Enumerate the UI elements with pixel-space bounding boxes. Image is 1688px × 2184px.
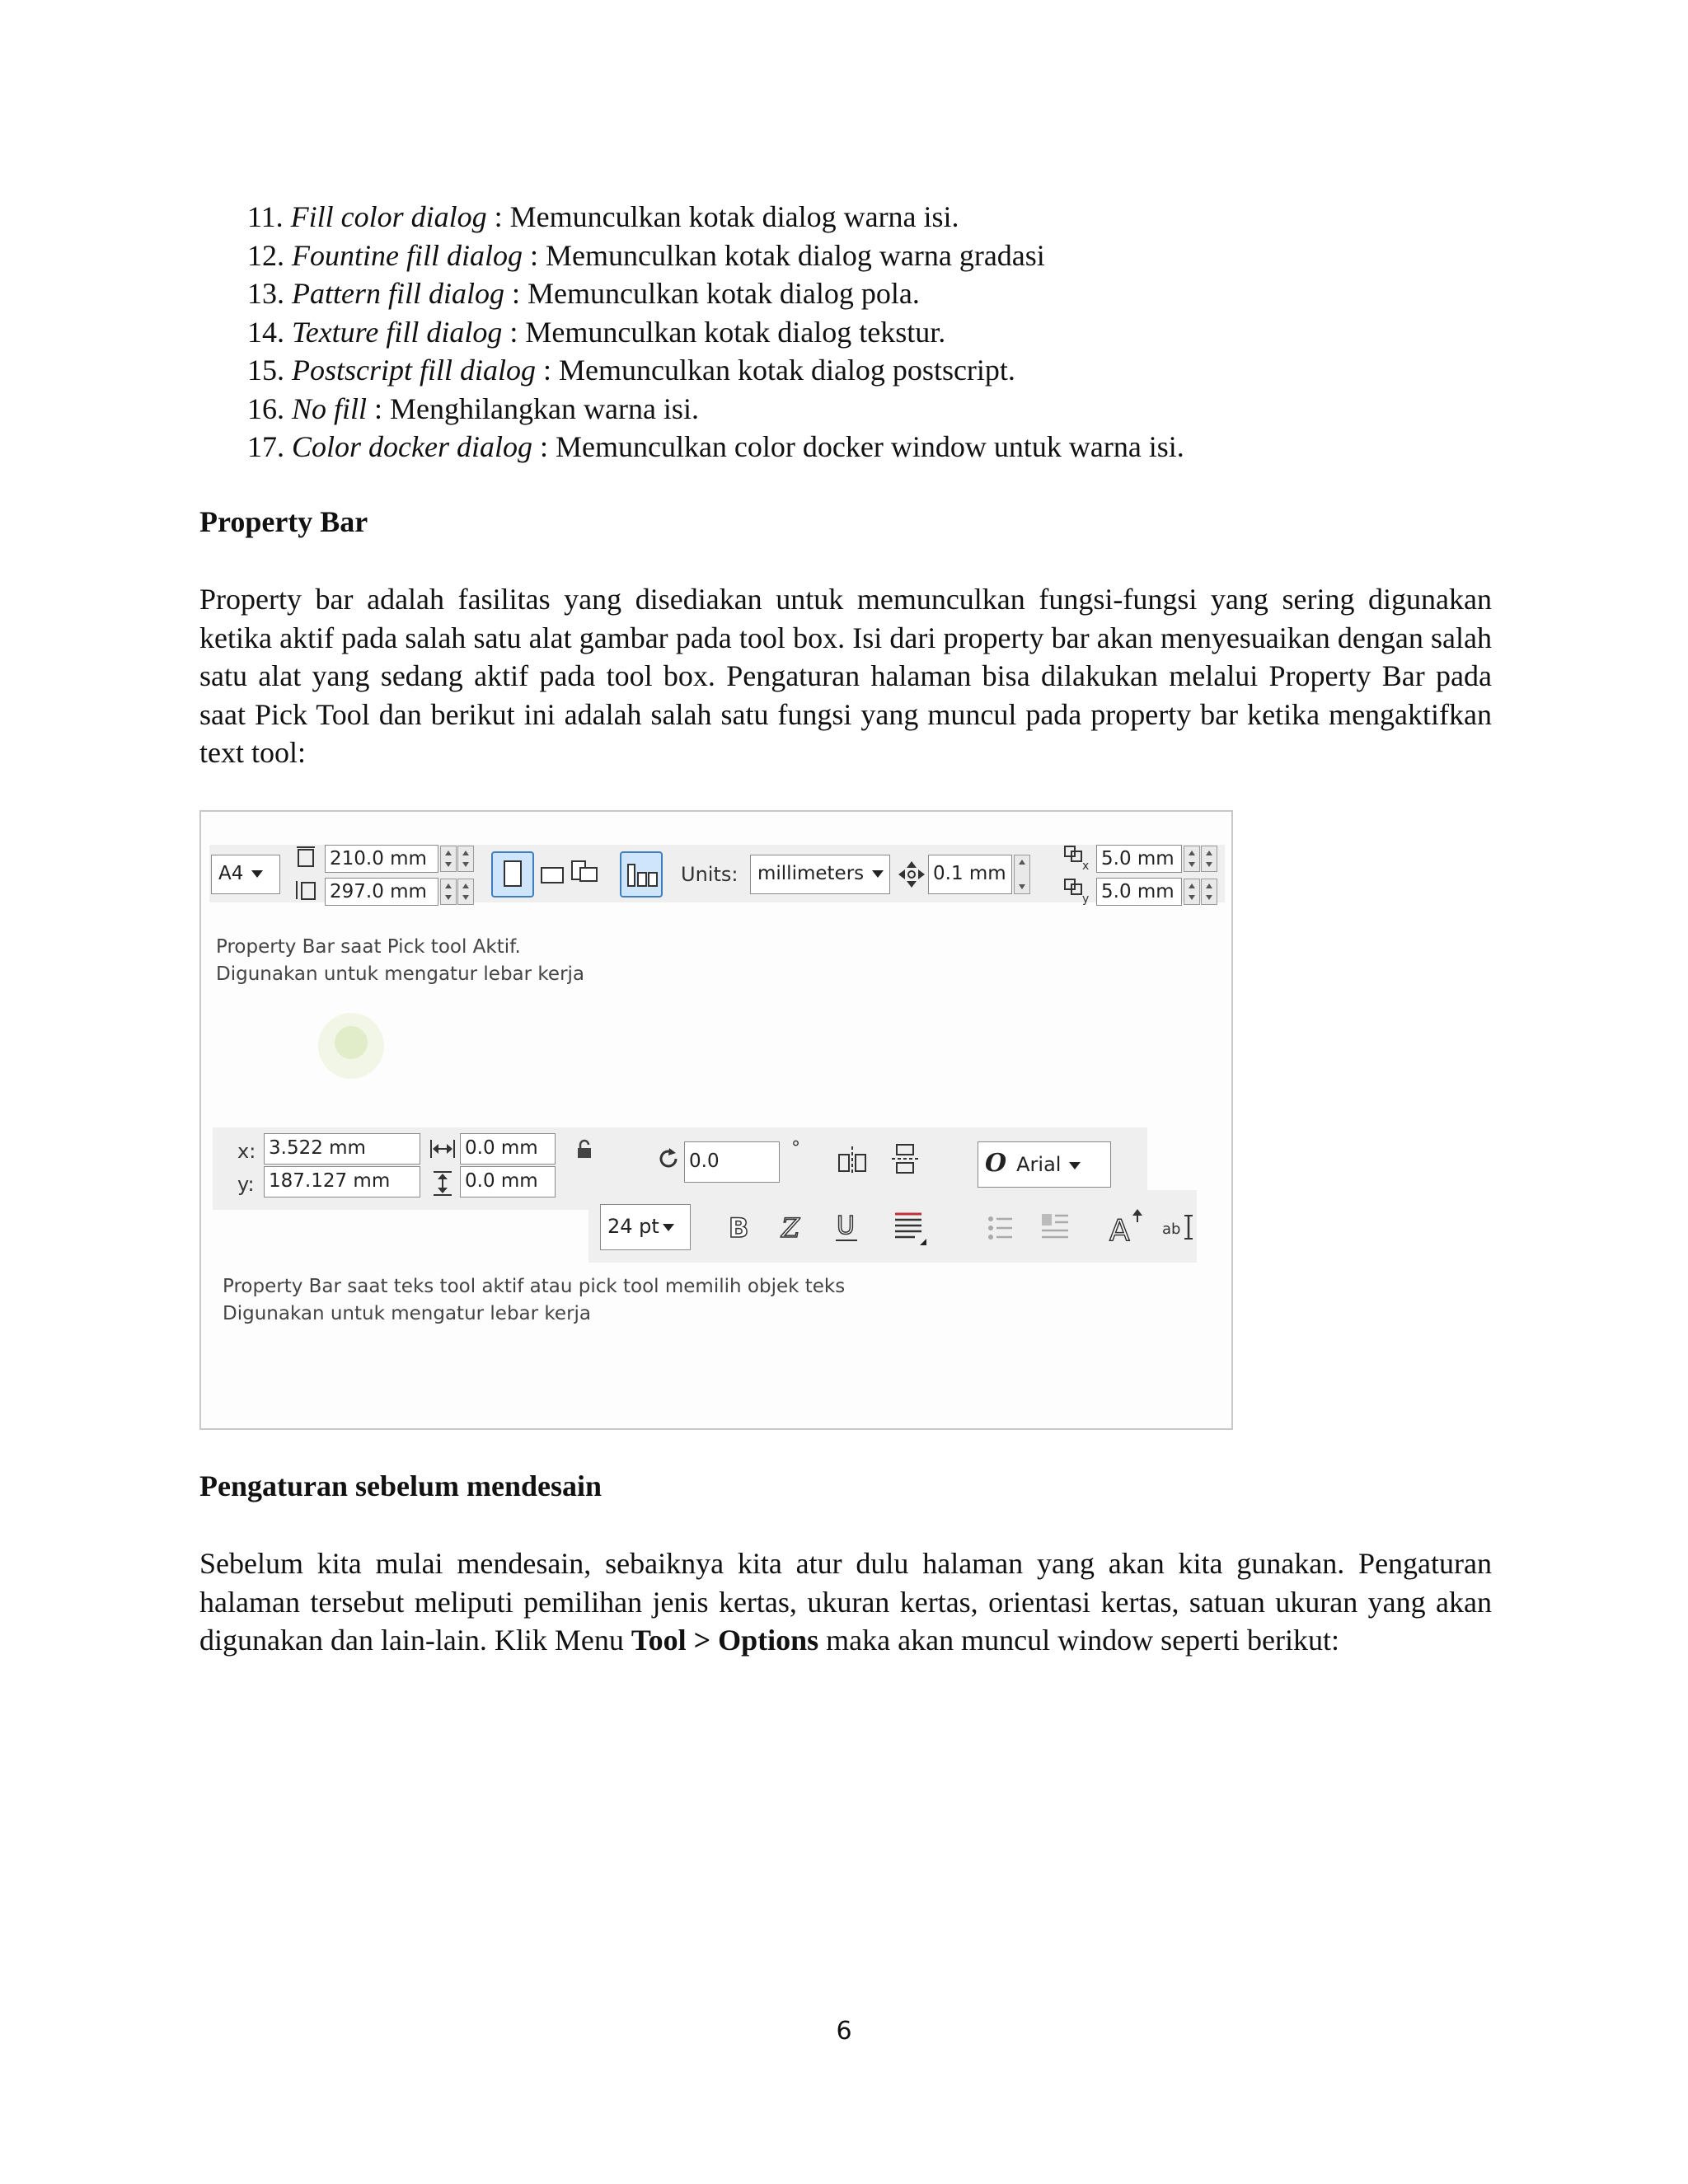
degree-symbol: ° [791,1138,800,1159]
paper-type-dropdown[interactable]: A4 [211,855,280,894]
font-size-dropdown[interactable]: 24 pt [600,1204,691,1250]
svg-text:y: y [1082,893,1090,906]
chevron-down-icon [251,870,263,878]
section-heading-property-bar: Property Bar [199,505,368,538]
object-height-field[interactable]: 0.0 mm [460,1166,556,1197]
portrait-button[interactable] [491,851,534,898]
landscape-icon[interactable] [539,861,565,888]
svg-text:ab: ab [1162,1221,1181,1238]
drop-cap-icon[interactable] [1039,1211,1071,1244]
dup-y-spin-down[interactable] [1184,879,1200,905]
duplicate-x-icon [1062,843,1091,873]
list-item: 14. Texture fill dialog : Memunculkan kotak dialog tekstur. [247,315,946,349]
pick-caption-line-1: Property Bar saat Pick tool Aktif. [216,936,521,958]
page-width-field[interactable]: 210.0 mm [325,845,438,873]
dup-x-spin-down[interactable] [1184,846,1200,872]
y-label: y: [237,1173,255,1196]
x-position-field[interactable]: 3.522 mm [264,1133,420,1165]
section-heading-pengaturan: Pengaturan sebelum mendesain [199,1469,603,1502]
list-item: 12. Fountine fill dialog : Memunculkan kotak dialog warna gradasi [247,238,1045,272]
units-dropdown[interactable]: millimeters [750,855,890,894]
dup-y-spin-up[interactable] [1201,879,1217,905]
list-item: 11. Fill color dialog : Memunculkan kotak dialog warna isi. [247,200,959,233]
text-caption-line-2: Digunakan untuk mengatur lebar kerja [223,1303,592,1324]
width-spin-down[interactable] [440,846,457,872]
svg-text:B: B [729,1212,749,1244]
page-width-icon [293,845,318,869]
x-label: x: [237,1140,256,1163]
bullet-list-icon[interactable] [986,1212,1015,1244]
mirror-vertical-icon[interactable] [889,1141,921,1178]
current-page-icon[interactable] [569,858,602,891]
fill-tools-list [247,198,1184,466]
page-height-icon [293,878,318,902]
page-number: 6 [836,2017,852,2046]
property-bar-paragraph: Property bar adalah fasilitas yang disediakan untuk memunculkan fungsi-fungsi yang sering digunakan ketika aktif pada salah satu alat gambar pada tool box. Isi dari property bar akan menyesuaikan dengan salah satu alat yang sedang aktif pada tool box. Pengaturan halaman bisa dilakukan melalui Property Bar pada saat Pick Tool dan berikut ini adalah salah satu fungsi yang muncul pada property bar ketika mengaktifkan text tool: [199,583,1492,769]
object-width-icon [429,1137,457,1161]
list-item: 13. Pattern fill dialog : Memunculkan kotak dialog pola. [247,277,920,310]
nudge-distance-field[interactable]: 0.1 mm [928,855,1012,894]
units-label: Units: [681,863,738,886]
property-bar-screenshot [199,810,1233,1430]
pick-caption-line-2: Digunakan untuk mengatur lebar kerja [216,963,585,985]
duplicate-y-field[interactable]: 5.0 mm [1096,878,1182,906]
pengaturan-paragraph: Sebelum kita mulai mendesain, sebaiknya kita atur dulu halaman yang akan kita gunakan. Pengaturan halaman tersebut meliputi pemilihan jenis kertas, ukuran kertas, orientasi kertas, satuan ukuran yang akan digunakan dan lain-lain. Klik Menu Tool > Options maka akan muncul window seperti berikut: [199,1547,1492,1657]
height-spin-down[interactable] [440,879,457,905]
list-item: 16. No fill : Menghilangkan warna isi. [247,391,699,425]
underline-icon[interactable] [831,1209,862,1245]
text-alignment-icon[interactable] [892,1209,928,1247]
text-caption-line-1: Property Bar saat teks tool aktif atau pick tool memilih objek teks [223,1276,846,1297]
portrait-icon [493,853,532,896]
width-spin-up[interactable] [457,846,474,872]
mirror-horizontal-icon[interactable] [836,1143,869,1176]
svg-text:U: U [837,1212,855,1240]
italic-icon[interactable] [776,1211,808,1244]
opentype-font-icon: O [985,1149,1007,1178]
chevron-down-icon [1069,1162,1081,1169]
duplicate-x-field[interactable]: 5.0 mm [1096,845,1182,873]
rotate-icon [654,1145,682,1173]
rotation-angle-field[interactable]: 0.0 [684,1141,780,1183]
font-family-dropdown[interactable]: O Arial [978,1141,1111,1188]
dup-x-spin-up[interactable] [1201,846,1217,872]
watermark-logo-icon [312,1006,391,1085]
svg-text:x: x [1082,860,1090,873]
object-width-field[interactable]: 0.0 mm [460,1133,556,1165]
bold-icon[interactable] [722,1211,753,1244]
edit-text-icon[interactable] [1160,1212,1197,1242]
chevron-down-icon [872,870,884,878]
object-height-icon [430,1169,455,1197]
all-pages-button[interactable] [620,851,663,898]
list-item: 17. Color docker dialog : Memunculkan color docker window untuk warna isi. [247,430,1184,463]
nudge-spin[interactable] [1014,855,1030,894]
page-height-field[interactable]: 297.0 mm [325,878,438,906]
lock-ratio-icon[interactable] [574,1138,595,1161]
height-spin-up[interactable] [457,879,474,905]
character-formatting-icon[interactable] [1106,1206,1146,1245]
y-position-field[interactable]: 187.127 mm [264,1166,420,1197]
duplicate-y-icon [1062,876,1091,906]
svg-text:A: A [1109,1214,1130,1245]
svg-text:Z: Z [781,1212,800,1244]
all-pages-icon [621,853,661,896]
nudge-icon [895,858,928,891]
chevron-down-icon [663,1224,674,1231]
list-item: 15. Postscript fill dialog : Memunculkan kotak dialog postscript. [247,354,1015,387]
